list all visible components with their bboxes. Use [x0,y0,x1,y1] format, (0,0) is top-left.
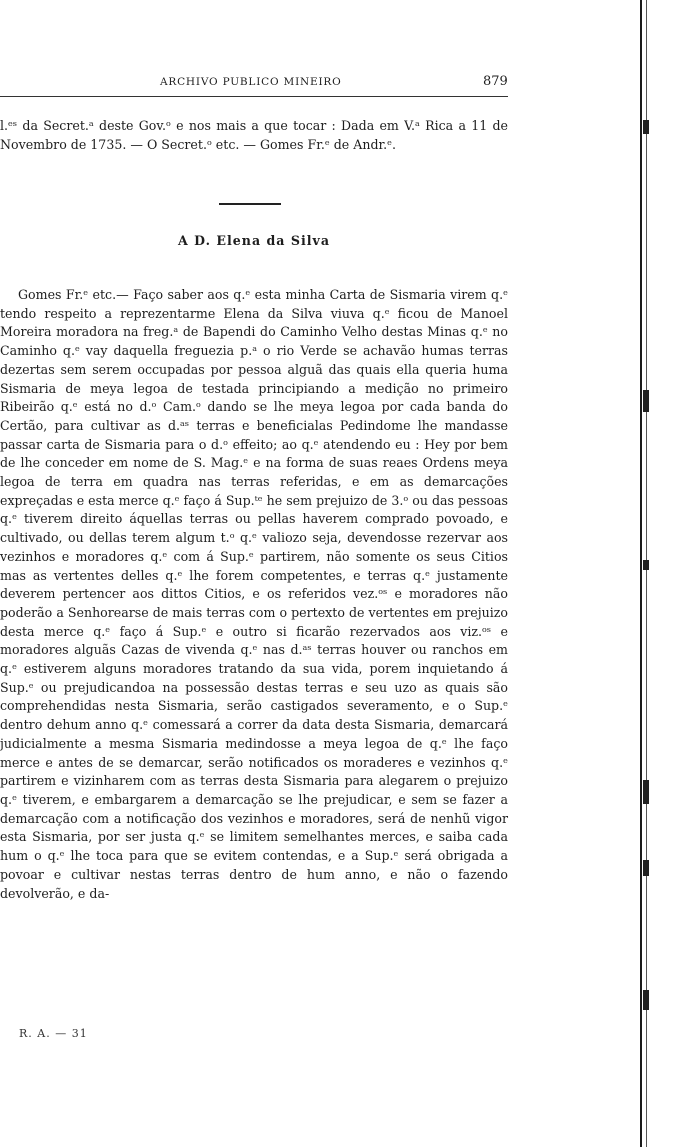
binding-line-thin [646,0,647,1147]
running-head: ARCHIVO PUBLICO MINEIRO [160,76,342,88]
binding-mark [643,780,649,804]
binding-mark [643,990,649,1010]
main-paragraph: Gomes Fr.ᵉ etc.— Faço saber aos q.ᵉ esta minha Carta de Sismaria virem q.ᵉ tendo respeito a reprezentarme Elena da Silva viuva q.ᵉ ficou de Manoel Moreira moradora na freg.ᵃ de Bapendi do Caminho Velho destas Minas q.ᵉ no Caminho q.ᵉ vay daquella freguezia p.ᵃ o rio Verde se achavão humas terras dezertas sem serem occupadas por pessoa alguã das quais ella queria huma Sismaria de meya legoa de testada principiando a medição no primeiro Ribeirão q.ᵉ está no d.ᵒ Cam.ᵒ dando se lhe meya legoa por cada banda do Certão, para cultivar as d.ᵃˢ terras e beneficialas Pedindome lhe mandasse passar carta de Sismaria para o d.ᵒ effeito; ao q.ᵉ atendendo eu : Hey por bem de lhe conceder em nome de S. Mag.ᵉ e na forma de suas reaes Ordens meya legoa de terra em quadra nas terras referidas, e em as demarcações expreçadas e esta merce q.ᵉ faço á Sup.ᵗᵉ he sem prejuizo de 3.ᵒ ou das pessoas q.ᵉ tiverem direito áquellas terras ou pellas haverem comprado povoado, e cultivado, ou dellas terem algum t.ᵒ q.ᵉ valiozo seja, devendosse rezervar aos vezinhos e moradores q.ᵉ com á Sup.ᵉ partirem, não somente os seus Citios mas as vertentes delles q.ᵉ lhe forem competentes, e terras q.ᵉ justamente deverem pertencer aos dittos Citios, e os referidos vez.ᵒˢ e moradores não poderão a Senhorearse de mais terras com o pertexto de vertentes em prejuizo desta merce q.ᵉ faço á Sup.ᵉ e outro si ficarão rezervados aos viz.ᵒˢ e moradores alguãs Cazas de vivenda q.ᵉ nas d.ᵃˢ terras houver ou ranchos em q.ᵉ estiverem alguns moradores tratando da sua vida, porem inquietando á Sup.ᵉ ou prejudicandoa na possessão destas terras e seu uzo as quais são comprehendidas nesta Sismaria, serão castigados severamento, e o Sup.ᵉ dentro dehum anno q.ᵉ comessará a correr da data desta Sismaria, demarcará judicialmente a mesma Sismaria medindosse a meya legoa de q.ᵉ lhe faço merce e antes de se demarcar, serão notificados os moraderes e vezinhos q.ᵉ partirem e vizinharem com as terras desta Sismaria para alegarem o prejuizo q.ᵉ tiverem, e embargarem a demarcação se lhe prejudicar, e sem se fazer a demarcação com a notificação dos vezinhos e moradores, será de nenhũ vigor esta Sismaria, por ser justa q.ᵉ se limitem semelhantes merces, e saiba cada hum o q.ᵉ lhe toca para que se evitem contendas, e a Sup.ᵉ será obrigada a povoar e cultivar nestas terras dentro de hum anno, e não o fazendo devolverão, e da- [0,287,508,901]
intro-paragraph: l.ᵉˢ da Secret.ᵃ deste Gov.ᵒ e nos mais a que tocar : Dada em V.ᵃ Rica a 11 de Novembro de 1735. — O Secret.ᵒ etc. — Gomes Fr.ᵉ de Andr.ᵉ. [0,118,508,152]
header-rule [0,96,508,97]
page-number: 879 [483,74,508,89]
section-divider [219,203,281,205]
signature-mark: R. A. — 31 [19,1027,88,1040]
section-title: A D. Elena da Silva [178,233,330,248]
binding-mark [643,120,649,134]
page-header [0,76,600,94]
binding-mark [643,560,649,570]
page-binding-edge [640,0,650,1147]
binding-mark [643,390,649,412]
binding-line [640,0,642,1147]
binding-mark [643,860,649,876]
